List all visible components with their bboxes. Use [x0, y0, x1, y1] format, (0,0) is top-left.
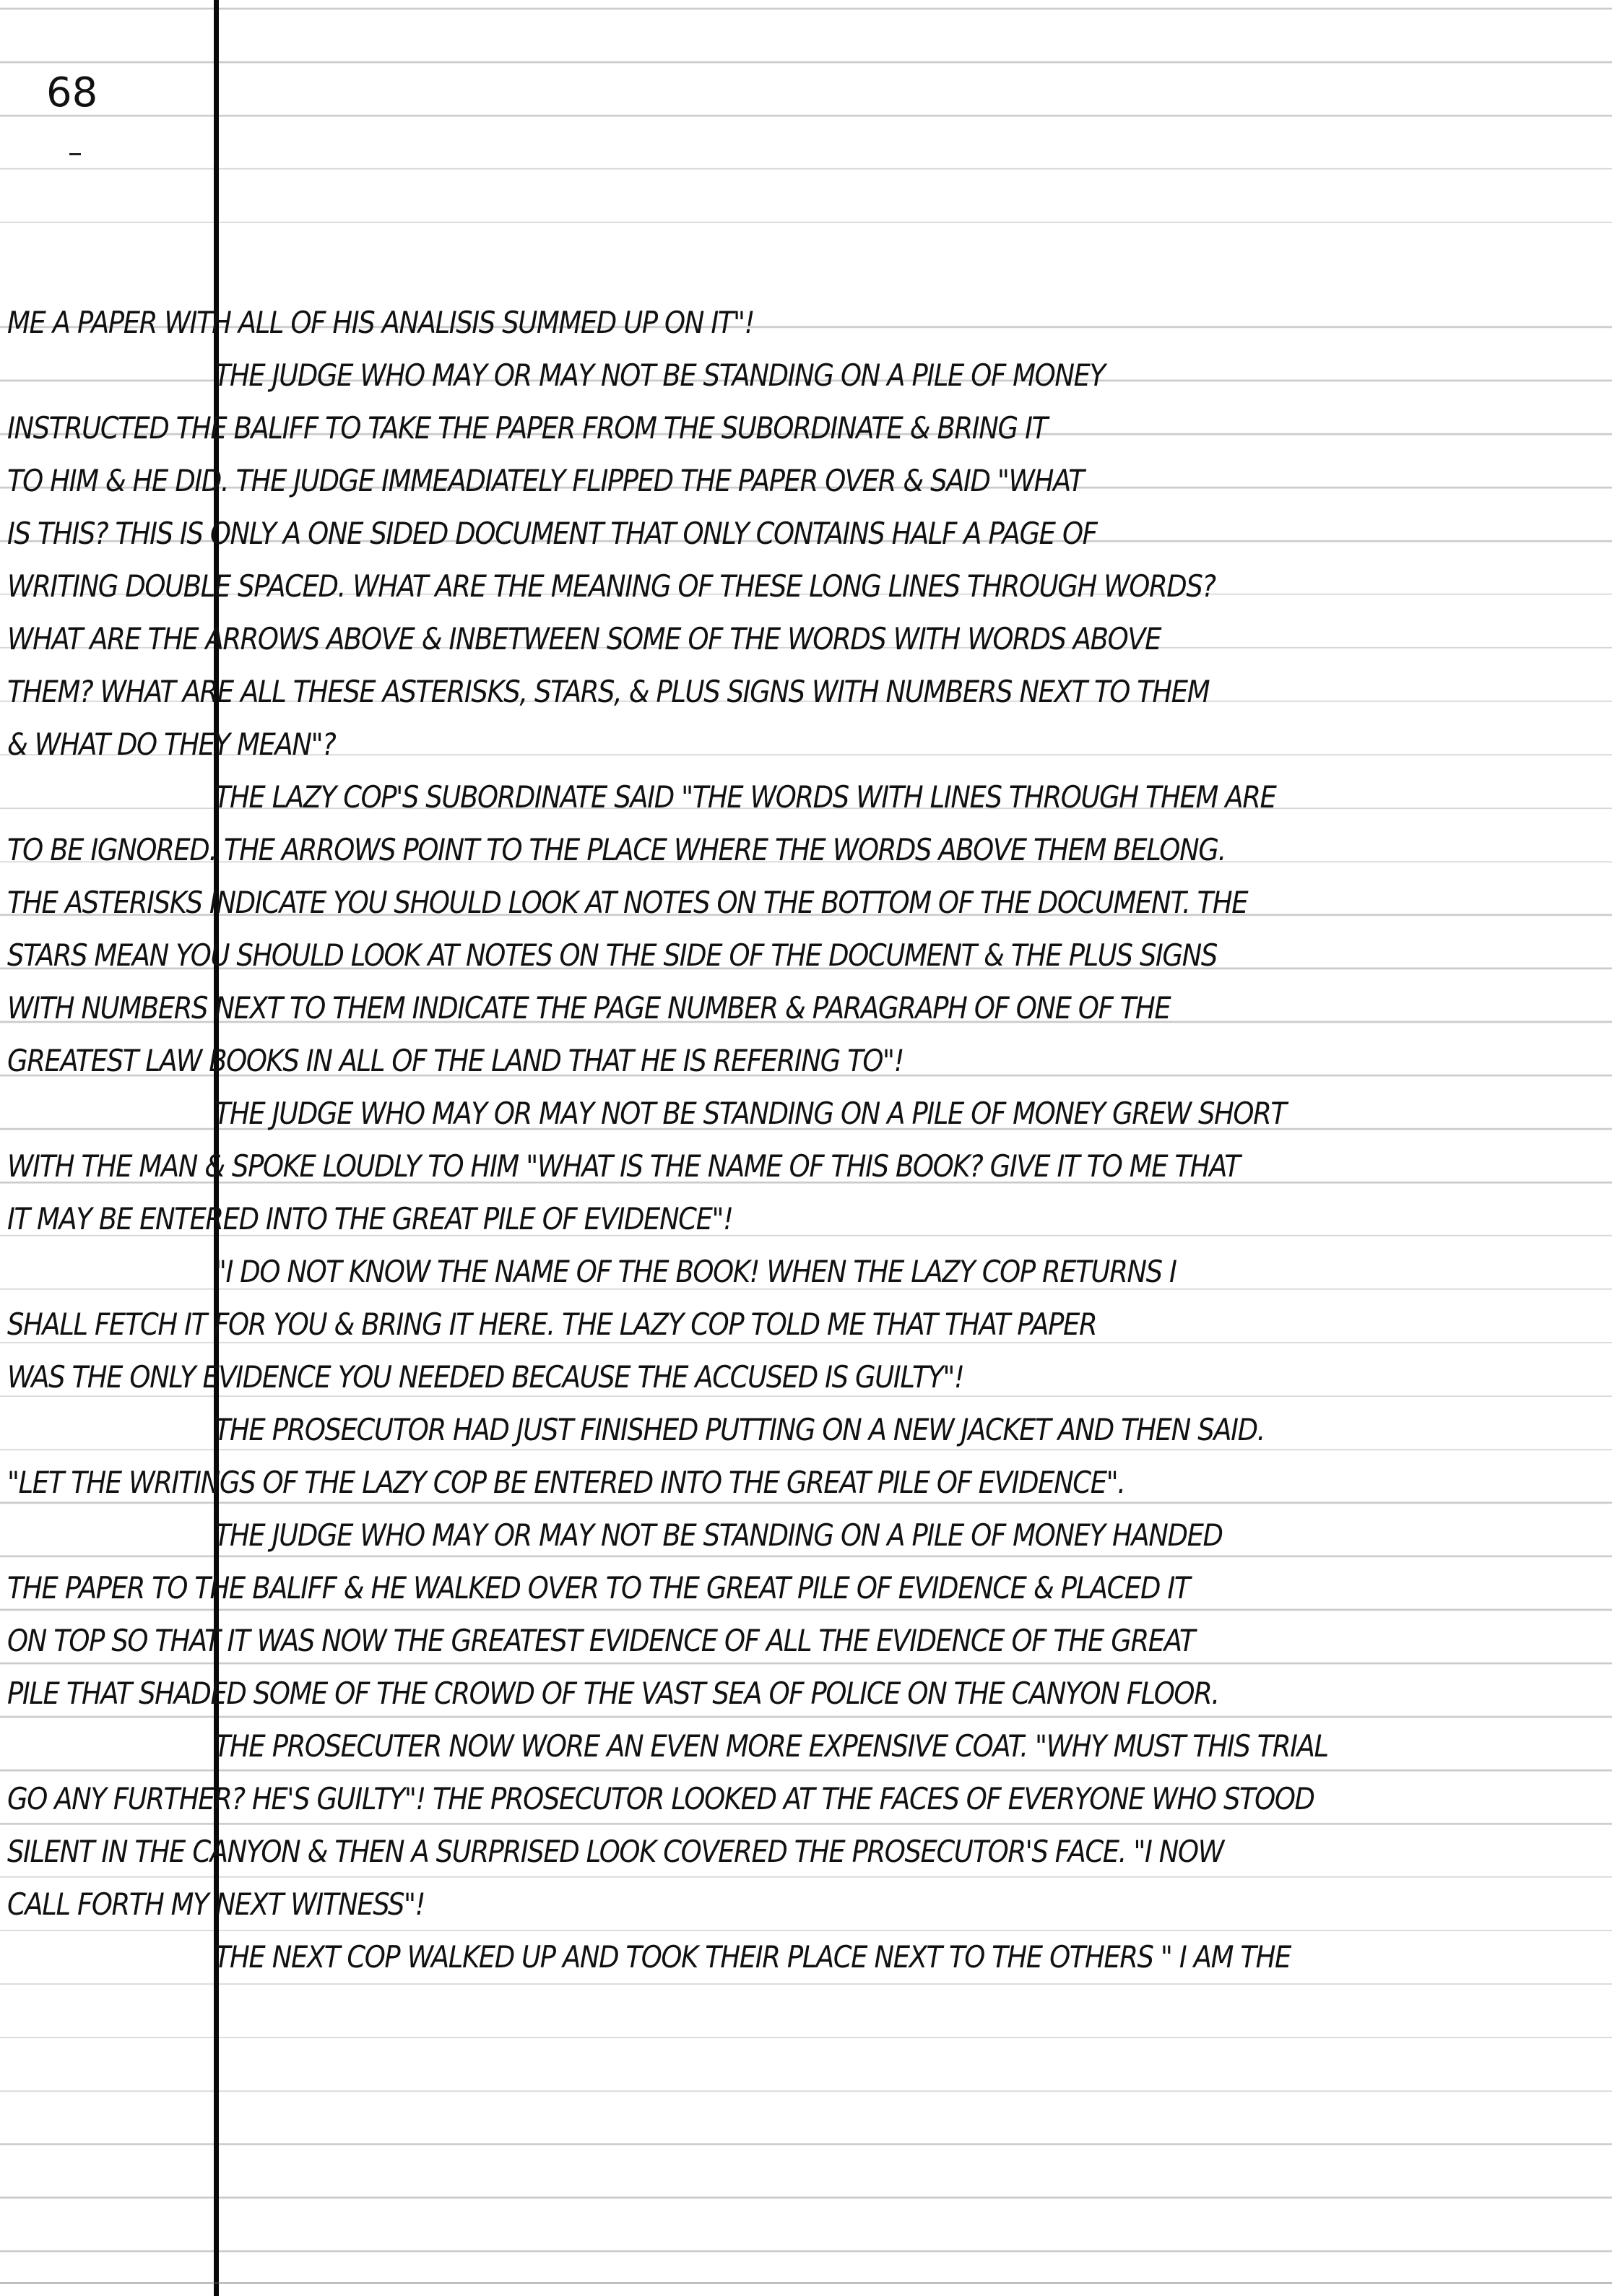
handwritten-line: THE LAZY COP'S SUBORDINATE SAID "THE WORDS WITH LINES THROUGH THEM ARE	[214, 779, 1276, 815]
handwritten-line: & WHAT DO THEY MEAN"?	[7, 727, 336, 762]
handwritten-line: WITH THE MAN & SPOKE LOUDLY TO HIM "WHAT IS THE NAME OF THIS BOOK? GIVE IT TO ME THAT	[7, 1148, 1240, 1184]
handwritten-line: PILE THAT SHADED SOME OF THE CROWD OF THE VAST SEA OF POLICE ON THE CANYON FLOOR.	[7, 1676, 1219, 1711]
handwritten-line: "LET THE WRITINGS OF THE LAZY COP BE ENTERED INTO THE GREAT PILE OF EVIDENCE".	[7, 1465, 1125, 1500]
handwritten-line: WHAT ARE THE ARROWS ABOVE & INBETWEEN SOME OF THE WORDS WITH WORDS ABOVE	[7, 621, 1161, 657]
handwritten-line: "I DO NOT KNOW THE NAME OF THE BOOK! WHEN THE LAZY COP RETURNS I	[214, 1254, 1176, 1289]
handwritten-line: WRITING DOUBLE SPACED. WHAT ARE THE MEANING OF THESE LONG LINES THROUGH WORDS?	[7, 568, 1216, 604]
handwritten-line: THE JUDGE WHO MAY OR MAY NOT BE STANDING ON A PILE OF MONEY GREW SHORT	[214, 1096, 1286, 1131]
handwritten-line: SILENT IN THE CANYON & THEN A SURPRISED LOOK COVERED THE PROSECUTOR'S FACE. "I NOW	[7, 1834, 1223, 1869]
handwritten-line: THEM? WHAT ARE ALL THESE ASTERISKS, STARS, & PLUS SIGNS WITH NUMBERS NEXT TO THEM	[7, 674, 1210, 709]
handwritten-line: THE NEXT COP WALKED UP AND TOOK THEIR PLACE NEXT TO THE OTHERS " I AM THE	[214, 1939, 1291, 1975]
handwritten-line: WITH NUMBERS NEXT TO THEM INDICATE THE PAGE NUMBER & PARAGRAPH OF ONE OF THE	[7, 990, 1171, 1026]
handwritten-line: THE PAPER TO THE BALIFF & HE WALKED OVER TO THE GREAT PILE OF EVIDENCE & PLACED IT	[7, 1570, 1190, 1606]
handwritten-line: GREATEST LAW BOOKS IN ALL OF THE LAND THAT HE IS REFERING TO"!	[7, 1043, 904, 1078]
handwritten-line: IS THIS? THIS IS ONLY A ONE SIDED DOCUMENT THAT ONLY CONTAINS HALF A PAGE OF	[7, 516, 1097, 551]
handwritten-line: TO HIM & HE DID. THE JUDGE IMMEADIATELY FLIPPED THE PAPER OVER & SAID "WHAT	[7, 463, 1084, 498]
handwritten-line: THE JUDGE WHO MAY OR MAY NOT BE STANDING ON A PILE OF MONEY	[214, 358, 1105, 393]
margin-tick-mark	[69, 153, 81, 155]
handwritten-line: THE PROSECUTER NOW WORE AN EVEN MORE EXPENSIVE COAT. "WHY MUST THIS TRIAL	[214, 1728, 1328, 1764]
handwritten-line: TO BE IGNORED. THE ARROWS POINT TO THE PLACE WHERE THE WORDS ABOVE THEM BELONG.	[7, 832, 1226, 867]
handwritten-text-body	[7, 296, 1600, 1983]
handwritten-line: ME A PAPER WITH ALL OF HIS ANALISIS SUMMED UP ON IT"!	[7, 305, 754, 340]
handwritten-line: SHALL FETCH IT FOR YOU & BRING IT HERE. THE LAZY COP TOLD ME THAT THAT PAPER	[7, 1307, 1097, 1342]
handwritten-line: GO ANY FURTHER? HE'S GUILTY"! THE PROSECUTOR LOOKED AT THE FACES OF EVERYONE WHO STOOD	[7, 1781, 1314, 1816]
handwritten-line: WAS THE ONLY EVIDENCE YOU NEEDED BECAUSE THE ACCUSED IS GUILTY"!	[7, 1359, 964, 1395]
handwritten-line: INSTRUCTED THE BALIFF TO TAKE THE PAPER FROM THE SUBORDINATE & BRING IT	[7, 410, 1047, 446]
handwritten-line: THE ASTERISKS INDICATE YOU SHOULD LOOK AT NOTES ON THE BOTTOM OF THE DOCUMENT. THE	[7, 885, 1248, 920]
page-bottom-rule	[0, 2282, 1612, 2284]
handwritten-line: THE JUDGE WHO MAY OR MAY NOT BE STANDING ON A PILE OF MONEY HANDED	[214, 1517, 1223, 1553]
handwritten-line: IT MAY BE ENTERED INTO THE GREAT PILE OF EVIDENCE"!	[7, 1201, 733, 1236]
handwritten-line: CALL FORTH MY NEXT WITNESS"!	[7, 1886, 425, 1922]
page-number: 68	[46, 69, 98, 116]
handwritten-line: THE PROSECUTOR HAD JUST FINISHED PUTTING ON A NEW JACKET AND THEN SAID.	[214, 1412, 1265, 1447]
handwritten-line: ON TOP SO THAT IT WAS NOW THE GREATEST EVIDENCE OF ALL THE EVIDENCE OF THE GREAT	[7, 1623, 1195, 1658]
handwritten-line: STARS MEAN YOU SHOULD LOOK AT NOTES ON THE SIDE OF THE DOCUMENT & THE PLUS SIGNS	[7, 937, 1217, 973]
